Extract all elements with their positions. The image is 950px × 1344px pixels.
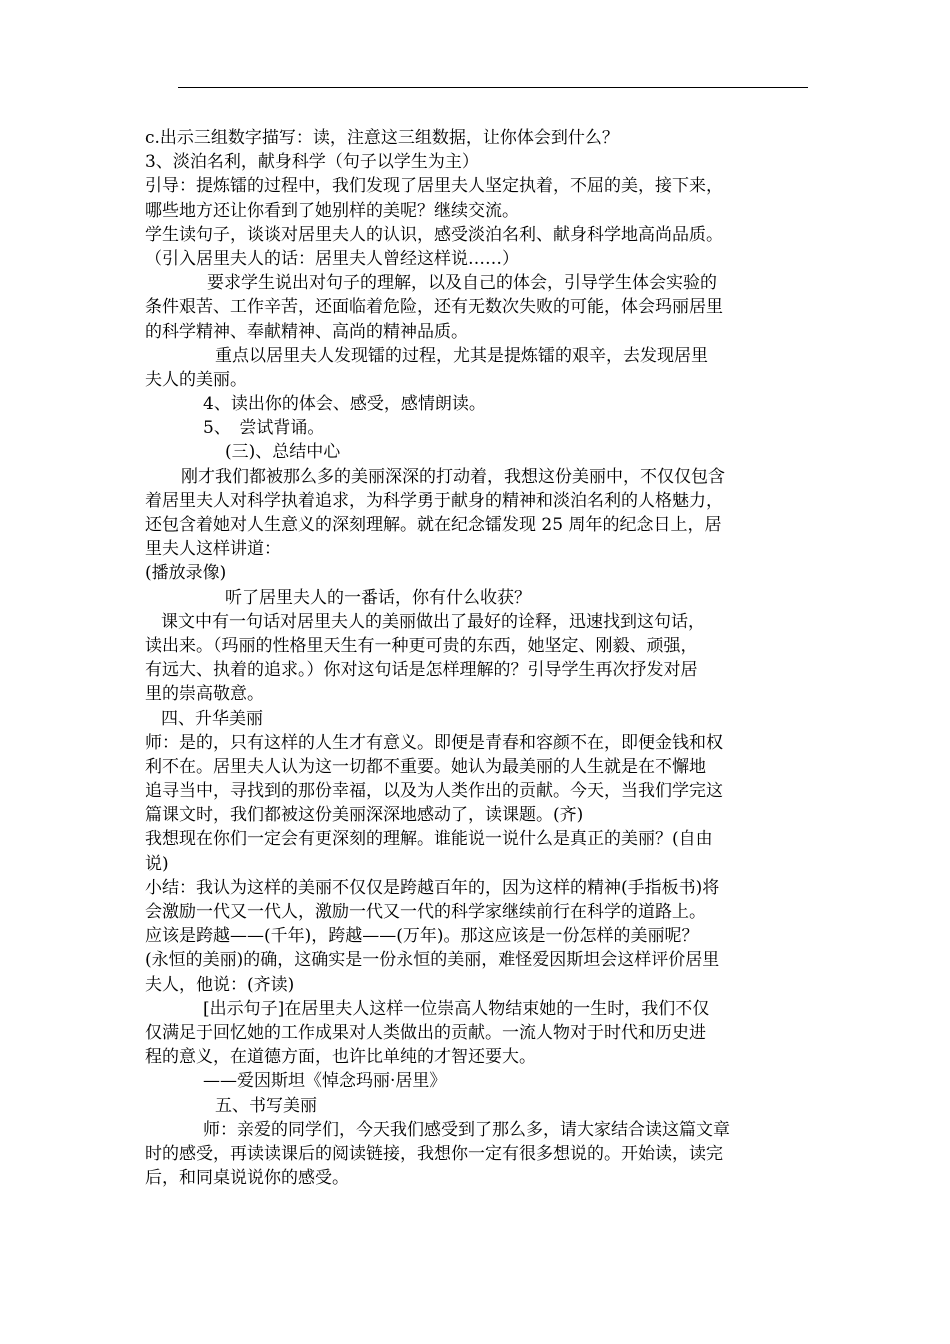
text-line: 学生读句子，谈谈对居里夫人的认识，感受淡泊名利、献身科学地高尚品质。: [145, 224, 723, 245]
text-line: 还包含着她对人生意义的深刻理解。就在纪念镭发现 25 周年的纪念日上，居: [145, 515, 722, 535]
quote-line: 程的意义，在道德方面，也许比单纯的才智还要大。: [145, 1047, 536, 1068]
text-line: 会激励一代又一代人，激励一代又一代的科学家继续前行在科学的道路上。: [145, 902, 706, 922]
text-line: 师：是的，只有这样的人生才有意义。即便是青春和容颜不在，即便金钱和权: [145, 732, 723, 753]
header-rule: [178, 87, 808, 88]
text-line: 夫人的美丽。: [145, 369, 247, 390]
text-line: 篇课文时，我们都被这份美丽深深地感动了，读课题。(齐): [145, 805, 584, 826]
document-body: [145, 126, 825, 1190]
text-line: (永恒的美丽)的确，这确实是一份永恒的美丽，难怪爱因斯坦会这样评价居里: [145, 950, 720, 971]
text-line: 里夫人这样讲道：: [145, 539, 281, 560]
text-line: （引入居里夫人的话：居里夫人曾经这样说……）: [145, 248, 519, 269]
text-line: 应该是跨越——(千年)，跨越——(万年)。那这应该是一份怎样的美丽呢？: [145, 926, 699, 947]
text-line: 4、读出你的体会、感受，感情朗读。: [203, 394, 486, 415]
text-line: c.出示三组数字描写：读，注意这三组数据，让你体会到什么？: [145, 128, 619, 148]
text-line: 我想现在你们一定会有更深刻的理解。谁能说一说什么是真正的美丽？(自由: [145, 829, 713, 850]
text-line: 引导：提炼镭的过程中，我们发现了居里夫人坚定执着，不屈的美，接下来，: [145, 176, 723, 197]
text-line: 时的感受，再读读课后的阅读链接，我想你一定有很多想说的。开始读，读完: [145, 1143, 723, 1164]
text-line: 夫人，他说：(齐读): [145, 974, 295, 995]
text-line: 说): [145, 853, 169, 874]
text-line: 利不在。居里夫人认为这一切都不重要。她认为最美丽的人生就是在不懈地: [145, 756, 706, 777]
text-line: 哪些地方还让你看到了她别样的美呢？继续交流。: [145, 200, 519, 221]
text-line: 要求学生说出对句子的理解，以及自己的体会，引导学生体会实验的: [207, 273, 717, 294]
text-line: 读出来。（玛丽的性格里天生有一种更可贵的东西，她坚定、刚毅、顽强，: [145, 635, 698, 656]
text-line: 条件艰苦、工作辛苦，还面临着危险，还有无数次失败的可能，体会玛丽居里: [145, 297, 723, 318]
text-line: 追寻当中，寻找到的那份幸福，以及为人类作出的贡献。今天，当我们学完这: [145, 781, 723, 802]
text-line: 师：亲爱的同学们，今天我们感受到了那么多，请大家结合读这篇文章: [203, 1119, 730, 1140]
text-line: (播放录像): [145, 563, 227, 584]
text-line: 5、 尝试背诵。: [203, 418, 325, 439]
quote-attribution: ——爱因斯坦《悼念玛丽·居里》: [203, 1071, 447, 1092]
quote-line: 仅满足于回忆她的工作成果对人类做出的贡献。一流人物对于时代和历史进: [145, 1022, 706, 1043]
text-line: 里的崇高敬意。: [145, 684, 264, 705]
text-line: 着居里夫人对科学执着追求，为科学勇于献身的精神和淡泊名利的人格魅力，: [145, 490, 723, 511]
text-line: 重点以居里夫人发现镭的过程，尤其是提炼镭的艰辛，去发现居里: [215, 345, 708, 366]
section-heading: 五、书写美丽: [215, 1095, 317, 1116]
section-heading: (三)、总结中心: [225, 442, 341, 463]
text-line: 课文中有一句话对居里夫人的美丽做出了最好的诠释，迅速找到这句话，: [161, 611, 705, 632]
text-line: 刚才我们都被那么多的美丽深深的打动着，我想这份美丽中，不仅仅包含: [181, 466, 725, 487]
section-heading: 3、淡泊名利，献身科学（句子以学生为主）: [145, 152, 479, 173]
text-line: 听了居里夫人的一番话，你有什么收获？: [225, 587, 531, 608]
text-line: 小结：我认为这样的美丽不仅仅是跨越百年的，因为这样的精神(手指板书)将: [145, 877, 720, 898]
text-line: 的科学精神、奉献精神、高尚的精神品质。: [145, 321, 468, 342]
section-heading: 四、升华美丽: [161, 708, 263, 729]
quote-line: [出示句子]在居里夫人这样一位崇高人物结束她的一生时，我们不仅: [203, 998, 710, 1019]
text-line: 有远大、执着的追求。）你对这句话是怎样理解的？引导学生再次抒发对居: [145, 660, 698, 681]
text-line: 后，和同桌说说你的感受。: [145, 1168, 349, 1189]
